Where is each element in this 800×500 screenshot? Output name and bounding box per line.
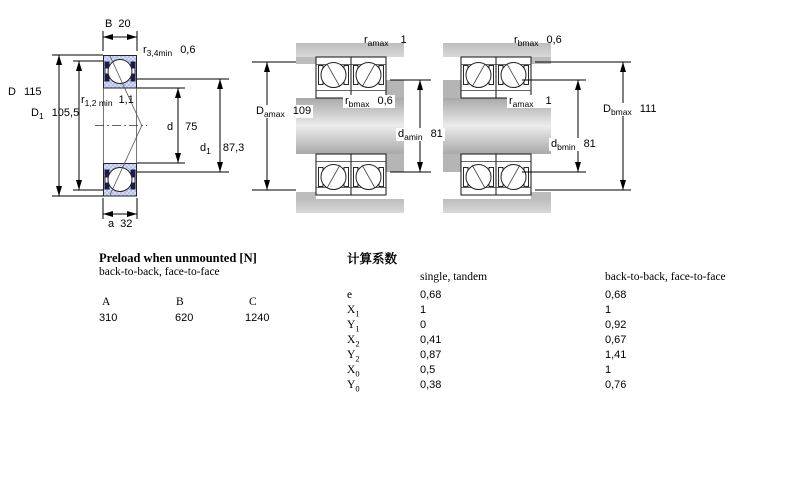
- dim-value: 1: [400, 34, 407, 46]
- dim-subscript: bmax: [610, 107, 632, 118]
- dim-symbol: a: [108, 218, 115, 230]
- factor-sym-text: e: [347, 289, 353, 301]
- dim-value: 81: [430, 128, 443, 140]
- preload-table-title: Preload when unmounted [N]: [99, 251, 257, 265]
- dim-label-D: [8, 86, 42, 99]
- factor-sym-sub: 1: [355, 308, 360, 319]
- factor-value-paired: 1,41: [605, 349, 627, 361]
- factor-value-single: 1: [420, 304, 427, 316]
- dim-label-r34: [143, 44, 195, 57]
- dim-value: 115: [23, 86, 42, 98]
- dim-subscript: bmax: [517, 38, 539, 49]
- left-bearing-body: [95, 56, 147, 197]
- dim-subscript: 3,4min: [146, 48, 173, 59]
- factor-sym-sub: 1: [355, 323, 360, 334]
- dim-symbol: B: [105, 18, 113, 30]
- factor-symbol: [347, 304, 360, 318]
- dim-label-ramax-right: [507, 95, 554, 108]
- dim-value: 0,6: [377, 95, 393, 107]
- factor-value-paired: 0,76: [605, 379, 627, 391]
- factor-symbol: [347, 289, 352, 303]
- dim-value: 81: [583, 138, 596, 150]
- factor-value-single: 0,38: [420, 379, 442, 391]
- dim-label-rbmax-right: [514, 34, 562, 47]
- dim-symbol: r: [81, 94, 85, 106]
- dim-symbol: D: [256, 105, 264, 117]
- factor-sym-text: Y: [347, 349, 356, 361]
- preload-table: [99, 251, 319, 331]
- factor-value-single: 0,68: [420, 289, 442, 301]
- factor-sym-text: Y: [347, 319, 356, 331]
- calculation-factors-table: [347, 249, 767, 409]
- dim-label-damin: [396, 128, 445, 141]
- factor-sym-text: X: [347, 304, 356, 316]
- factor-sym-sub: 0: [355, 368, 360, 379]
- factor-symbol: [347, 364, 360, 378]
- dim-label-B: [105, 18, 131, 31]
- dim-symbol: d: [167, 121, 174, 133]
- dim-value: 87,3: [222, 142, 245, 154]
- factors-table-title: 计算系数: [347, 252, 398, 266]
- preload-value: 620: [175, 312, 194, 324]
- dim-label-Dbmax: [601, 103, 658, 116]
- dim-value: 0,6: [180, 44, 196, 56]
- preload-col-header: B: [176, 296, 184, 308]
- factor-sym-text: Y: [347, 379, 356, 391]
- factor-value-paired: 0,67: [605, 334, 627, 346]
- dim-label-d: [167, 121, 197, 134]
- dim-symbol: r: [514, 34, 518, 46]
- dim-subscript: 1,2 min: [84, 98, 113, 109]
- preload-value: 1240: [245, 312, 270, 324]
- dim-label-a: [108, 218, 132, 231]
- dim-value: 1: [545, 95, 552, 107]
- dim-symbol: d: [200, 142, 207, 154]
- preload-table-subtitle: back-to-back, face-to-face: [99, 266, 220, 278]
- factor-symbol: [347, 319, 360, 333]
- factor-symbol: [347, 334, 360, 348]
- dim-symbol: r: [509, 95, 513, 107]
- factors-col1-header: single, tandem: [420, 271, 488, 283]
- dim-value: 75: [185, 121, 198, 133]
- left-bearing-section-drawing: [52, 31, 229, 219]
- dim-subscript: bmax: [348, 99, 370, 110]
- dim-label-r12: [81, 94, 134, 107]
- factor-sym-sub: 0: [355, 383, 360, 394]
- dim-label-ramax-mid: [364, 34, 407, 47]
- factor-value-single: 0,5: [420, 364, 436, 376]
- factor-symbol: [347, 349, 360, 363]
- factor-value-paired: 1: [605, 364, 612, 376]
- dim-symbol: r: [143, 44, 147, 56]
- dim-symbol: D: [31, 107, 39, 119]
- factor-sym-sub: 2: [355, 338, 360, 349]
- dim-subscript: amax: [263, 109, 285, 120]
- dim-symbol: r: [364, 34, 368, 46]
- dim-symbol: D: [603, 103, 611, 115]
- factor-value-single: 0,41: [420, 334, 442, 346]
- dim-subscript: 1: [38, 111, 44, 122]
- dim-subscript: amin: [404, 132, 423, 143]
- factor-sym-sub: 2: [355, 353, 360, 364]
- dim-symbol: r: [345, 95, 349, 107]
- dim-subscript: 1: [206, 146, 211, 157]
- factor-sym-text: X: [347, 334, 356, 346]
- dim-subscript: amax: [512, 99, 534, 110]
- factor-value-paired: 1: [605, 304, 612, 316]
- factor-sym-text: X: [347, 364, 356, 376]
- dim-symbol: D: [8, 86, 16, 98]
- factors-col2-header: back-to-back, face-to-face: [605, 271, 726, 283]
- dim-value: 111: [639, 103, 657, 115]
- factor-value-paired: 0,68: [605, 289, 627, 301]
- dim-symbol: d: [551, 138, 558, 150]
- preload-col-header: C: [249, 296, 257, 308]
- dim-subscript: bmin: [557, 142, 576, 153]
- dim-value: 0,6: [546, 34, 562, 46]
- preload-col-header: A: [102, 296, 111, 308]
- right-arrangement-drawing: [443, 43, 631, 213]
- preload-value: 310: [99, 312, 118, 324]
- dim-value: 109: [292, 105, 312, 117]
- dim-value: 1,1: [118, 94, 134, 106]
- factor-symbol: [347, 379, 360, 393]
- dim-value: 32: [120, 218, 133, 230]
- factor-value-paired: 0,92: [605, 319, 627, 331]
- dim-value: 105,5: [51, 107, 80, 119]
- dim-label-dbmin: [549, 138, 598, 151]
- dim-label-d1: [200, 142, 244, 155]
- factor-value-single: 0: [420, 319, 427, 331]
- factor-value-single: 0,87: [420, 349, 442, 361]
- dim-label-D1: [31, 107, 79, 120]
- dim-label-rbmax-mid: [343, 95, 395, 108]
- dim-symbol: d: [398, 128, 405, 140]
- dim-value: 20: [118, 18, 131, 30]
- dim-subscript: amax: [367, 38, 389, 49]
- dim-label-Damax: [254, 105, 313, 118]
